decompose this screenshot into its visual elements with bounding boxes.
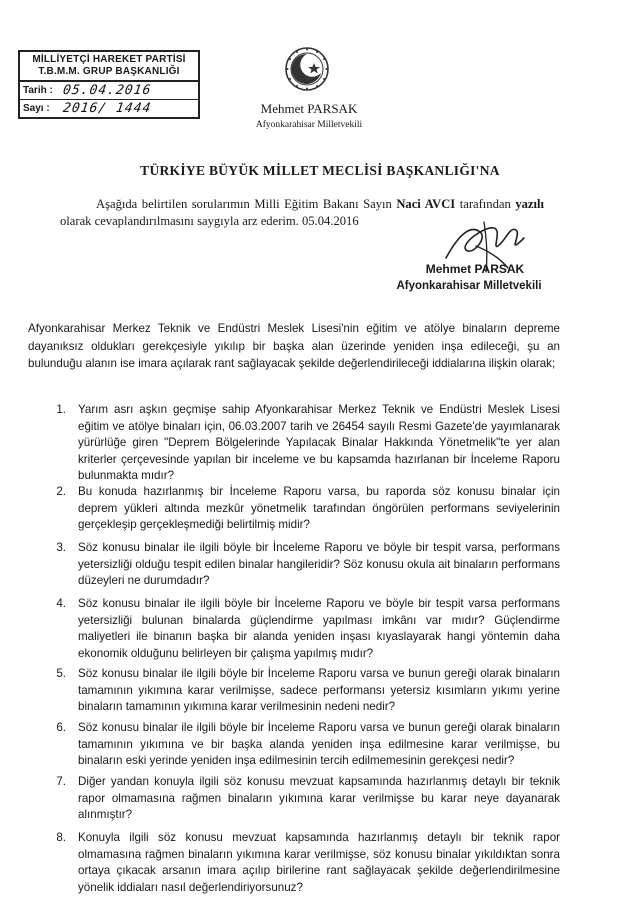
question-text: Diğer yandan konuyla ilgili söz konusu mevzuat kapsamında hazırlanmış detaylı bir teknik rapor olmamasına rağmen binaların yıkımına karar verilmişse bu karar neye dayanarak alınmıştır?: [78, 775, 560, 821]
written-keyword: yazılı: [515, 197, 544, 211]
letterhead-mp-title: Afyonkarahisar Milletvekili: [255, 120, 363, 130]
question-item: [40, 830, 560, 896]
question-item: [40, 666, 560, 716]
minister-name: Naci AVCI: [396, 197, 456, 211]
question-text: Konuyla ilgili söz konusu mevzuat kapsamında hazırlanmış detaylı bir teknik rapor olmamasına rağmen binaların yıkımına karar verilmişse, söz konusu binalar yıkıldıktan sonra ortaya çıkacak arsanın imara açılıp birilerine rant sağlayacak şekilde değerlendirilmesine yönelik iddiaları nasıl değerlendiriyorsunuz?: [78, 831, 560, 894]
question-text: Söz konusu binalar ile ilgili böyle bir İnceleme Raporu ve böyle bir tespit varsa performans yetersizliği bulunan binalarda güçlendirme yapılması imkânı var mıdır? Güçlendirme maliyetleri ile binanın başka bir alanda yeniden inşası kıyaslayarak hangi yöntemin daha ekonomik olduğunu belirleyen bir çalışma yapılmış mıdır?: [78, 597, 560, 660]
question-item: [40, 720, 560, 770]
question-number: 5.: [56, 667, 66, 680]
stamp-number-value: 2016/ 1444: [61, 101, 153, 116]
stamp-date-row: [20, 82, 198, 100]
question-item: [40, 596, 560, 662]
signature-name: Mehmet PARSAK: [425, 262, 525, 276]
preamble-paragraph: Afyonkarahisar Merkez Teknik ve Endüstri Meslek Lisesi'nin eğitim ve atölye binaların depreme dayanıksız oldukları gerekçesiyle yıkılıp bir başka alan üzerinde yeniden inşa edileceği, şu an bulunduğu alanın ise imara açılarak rant sağlayacak şekilde değerlendirileceği iddialarına ilişkin olarak;: [28, 322, 560, 370]
stamp-date-label: Tarih :: [23, 85, 53, 96]
letterhead-mp-name: Mehmet PARSAK: [260, 101, 358, 116]
question-number: 7.: [56, 775, 66, 788]
question-item: [40, 402, 560, 485]
question-text: Söz konusu binalar ile ilgili böyle bir İnceleme Raporu varsa ve bunun gereği olarak binaların tamamının yıkımına karar verilmişse, sadece performansı yetersiz kısımların yıkımı yerine binaların tamamının yıkımına karar verilmesinin nedeni nedir?: [78, 667, 560, 713]
signature-title: Afyonkarahisar Milletvekili: [396, 280, 542, 292]
intro-text-3: olarak cevaplandırılmasını saygıyla arz ederim. 05.04.2016: [60, 214, 359, 228]
stamp-number-label: Sayı :: [23, 103, 50, 114]
question-text: Yarım asrı aşkın geçmişe sahip Afyonkarahisar Merkez Teknik ve Endüstri Meslek Lisesi eğitim ve atölye binaları için, 06.03.2007 tarih ve 26454 sayılı Resmi Gazete'de yayımlanarak yürürlüğe giren "Deprem Bölgelerinde Yapılacak Binalar Hakkında Yönetmelik"te yer alan kriterler çerçevesinde yapılan bir inceleme ve bu kapsamda hazırlanan bir İnceleme Raporu bulunmakta mıdır?: [78, 403, 560, 482]
parliament-emblem-icon: [284, 46, 330, 92]
intro-text-2: tarafından: [455, 197, 516, 211]
stamp-header: [20, 52, 198, 82]
question-number: 1.: [56, 403, 66, 416]
stamp-group-name: T.B.M.M. GRUP BAŞKANLIĞI: [38, 66, 180, 77]
addressee-heading: TÜRKİYE BÜYÜK MİLLET MECLİSİ BAŞKANLIĞI'NA: [140, 163, 500, 178]
question-number: 8.: [56, 831, 66, 844]
question-text: Söz konusu binalar ile ilgili böyle bir İnceleme Raporu varsa ve bunun gereği olarak binaların tamamının yıkımına ve bir başka alanda yeniden inşa edilmesine karar verilmişse, bu binaların eski yerinde yeniden inşa edilmesinin tercih edilmemesinin gerekçesi nedir?: [78, 721, 560, 767]
question-number: 6.: [56, 721, 66, 734]
question-number: 3.: [56, 541, 66, 554]
question-text: Bu konuda hazırlanmış bir İnceleme Raporu varsa, bu raporda söz konusu binalar için deprem yükleri altında mezkûr yönetmelik tarafından öngörülen performans seviyelerinin gerçekleşip gerçekleşmediği belirtilmiş midir?: [78, 485, 560, 531]
stamp-number-row: [20, 100, 198, 117]
stamp-date-value: 05.04.2016: [61, 83, 153, 98]
question-item: [40, 540, 560, 590]
question-item: [40, 484, 560, 534]
question-text: Söz konusu binalar ile ilgili böyle bir İnceleme Raporu ve böyle bir tespit varsa, performans yetersizliği olduğu tespit edilen binalar hangileridir? Söz konusu okula ait binaların performans düzeyleri ne durumdadır?: [78, 541, 560, 587]
stamp-party-name: MİLLİYETÇİ HAREKET PARTİSİ: [32, 54, 186, 65]
question-number: 4.: [56, 597, 66, 610]
registry-stamp: [18, 50, 200, 119]
question-number: 2.: [56, 485, 66, 498]
question-item: [40, 774, 560, 824]
intro-text-1: Aşağıda belirtilen sorularımın Milli Eğitim Bakanı Sayın: [96, 197, 397, 211]
